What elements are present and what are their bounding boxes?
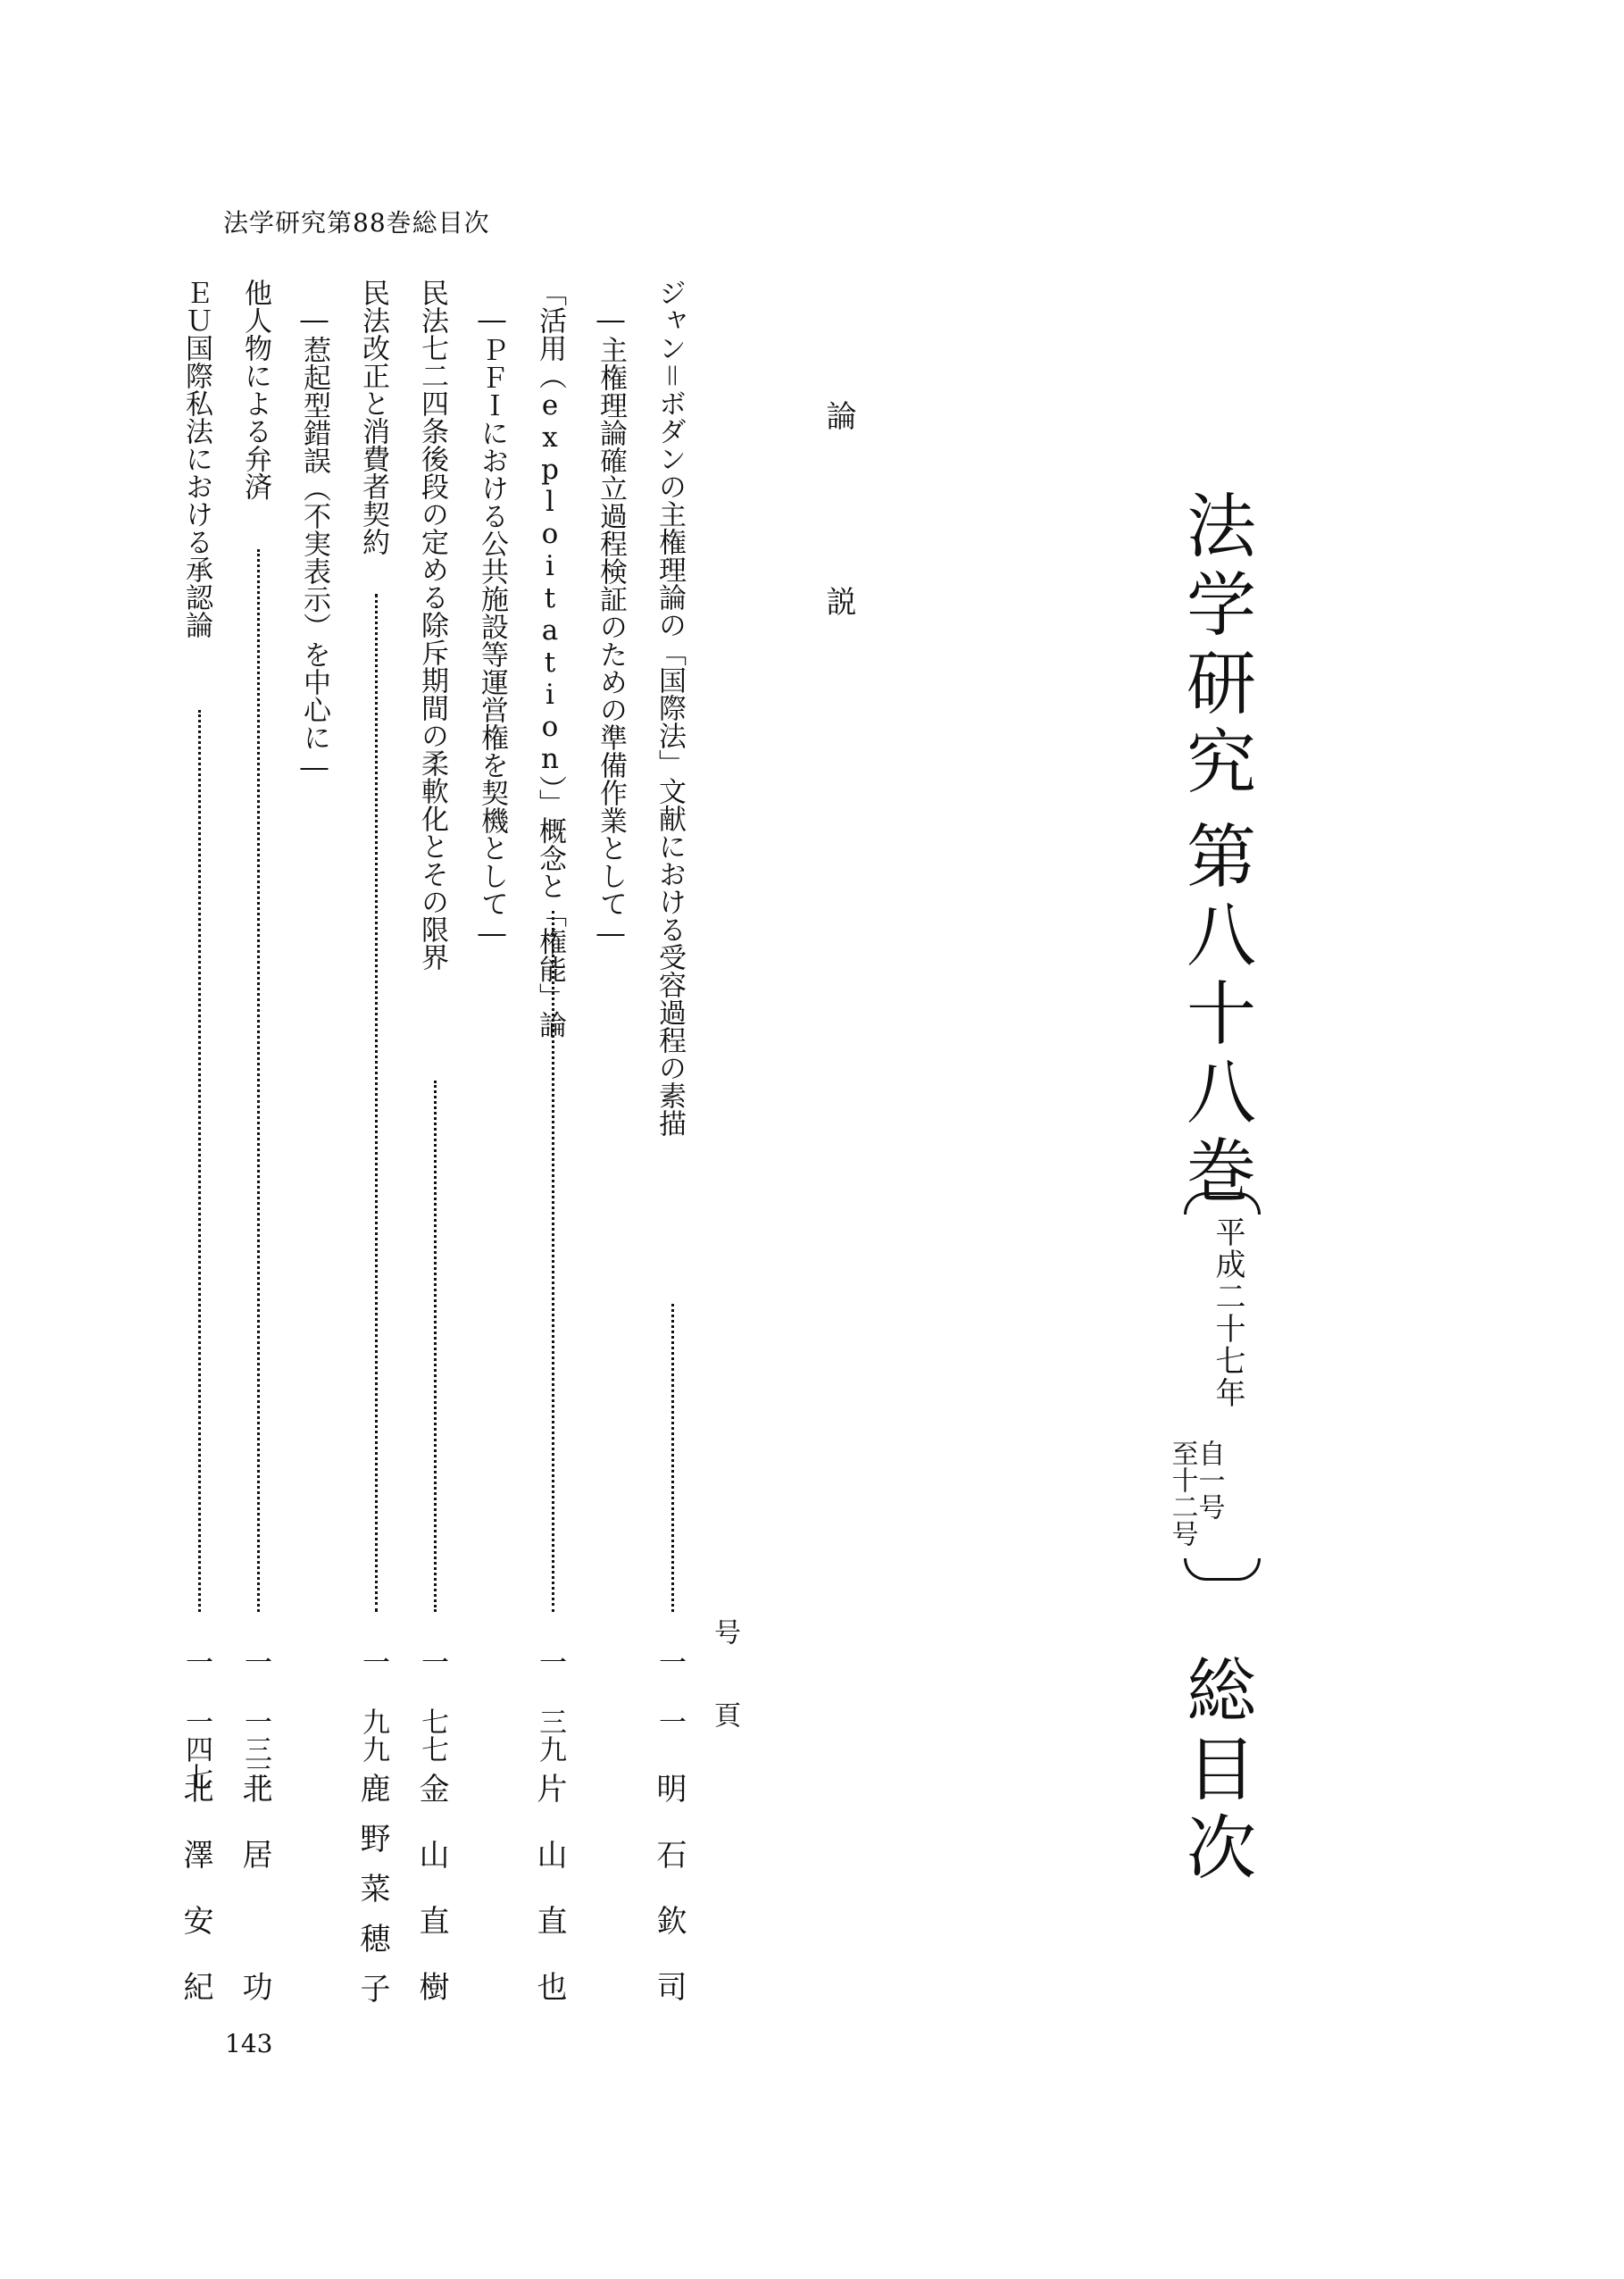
journal-title: 法学研究 <box>1175 489 1255 804</box>
leader-dots <box>375 594 378 1612</box>
entry-issue: 一 <box>239 1648 271 1675</box>
entry-issue: 一 <box>357 1648 389 1675</box>
entry-page: 一四七 <box>180 1707 212 1791</box>
leader-dots <box>671 1304 674 1612</box>
leader-dots <box>257 549 260 1612</box>
page-number: 143 <box>225 2029 273 2058</box>
entry-subtitle: ―惹起型錯誤（不実表示）を中心に― <box>298 304 330 783</box>
entry-page: 一 <box>654 1707 686 1735</box>
entry-author: 明石欽司 <box>651 1773 687 2037</box>
entry-author: 鹿野菜穂子 <box>354 1773 390 2023</box>
entry-title: 他人物による弁済 <box>239 279 271 500</box>
leader-dots <box>552 911 554 1612</box>
entry-author: 北居 功 <box>237 1773 272 2037</box>
range-to: 至十二号 <box>1166 1440 1198 1547</box>
entry-page: 一三三 <box>239 1707 271 1791</box>
entry-title: 民法七二四条後段の定める除斥期間の柔軟化とその限界 <box>416 279 448 971</box>
entry-author: 金山直樹 <box>413 1773 449 2037</box>
entry-issue: 一 <box>534 1648 566 1675</box>
entry-title: ジャン＝ボダンの主権理論の「国際法」文献における受容過程の素描 <box>654 279 686 1137</box>
entry-page: 九九 <box>357 1707 389 1763</box>
entry-issue: 一 <box>654 1648 686 1675</box>
running-header: 法学研究第88巻総目次 <box>223 208 490 238</box>
issue-column-header: 号 <box>709 1618 740 1645</box>
leader-dots <box>434 1081 437 1612</box>
entry-issue: 一 <box>180 1648 212 1675</box>
entry-title: 「活用（exploitation）」概念と「権能」論 <box>534 279 566 1039</box>
entry-subtitle: ―主権理論確立過程検証のための準備作業として― <box>595 304 627 949</box>
entry-title: 民法改正と消費者契約 <box>357 279 389 555</box>
entry-issue: 一 <box>416 1648 448 1675</box>
entry-title: ＥＵ国際私法における承認論 <box>180 279 212 639</box>
entry-author: 片山直也 <box>531 1773 567 2037</box>
paren-close <box>1184 1558 1261 1581</box>
contents-title: 総目次 <box>1175 1654 1255 1890</box>
range-from: 自一号 <box>1193 1440 1225 1520</box>
entry-subtitle: ―ＰＦＩにおける公共施設等運営権を契機として― <box>476 304 508 949</box>
entry-page: 三九 <box>534 1707 566 1763</box>
paren-open <box>1184 1192 1261 1215</box>
section-label: 論 説 <box>820 400 856 679</box>
volume-title: 第八十八巻 <box>1175 820 1255 1213</box>
entry-author: 北澤安紀 <box>178 1773 213 2037</box>
entry-page: 七七 <box>416 1707 448 1763</box>
page-column-header: 頁 <box>709 1701 740 1728</box>
era-year: 平成二十七年 <box>1210 1216 1245 1409</box>
leader-dots <box>198 710 201 1612</box>
